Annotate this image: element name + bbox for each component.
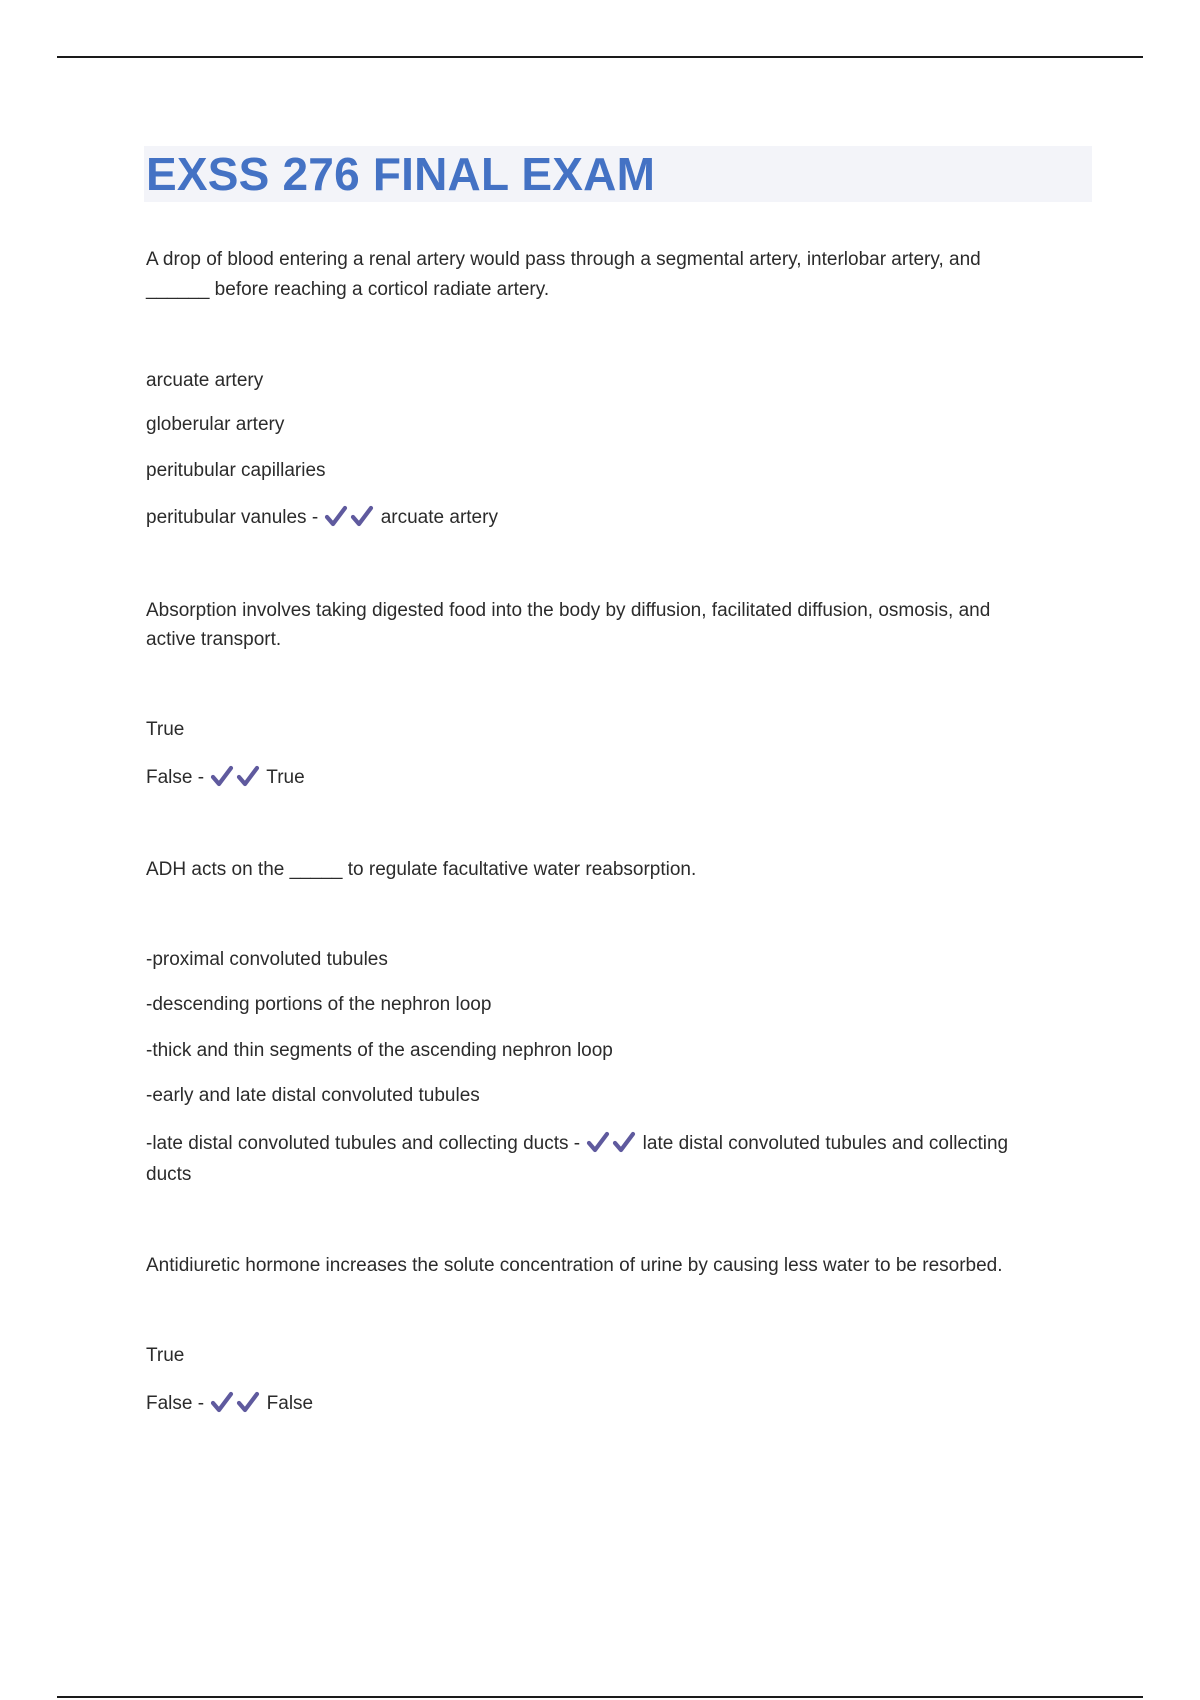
checkmark-icon (209, 1389, 235, 1415)
question-3-answer-row (146, 1129, 1008, 1159)
question-1-option-1: arcuate artery (146, 370, 264, 391)
question-2-answer: True (266, 767, 305, 788)
question-1-option-3: peritubular capillaries (146, 460, 326, 481)
checkmark-icon (209, 763, 235, 789)
question-1-prompt-line-2: ______ before reaching a corticol radiate artery. (146, 279, 550, 300)
checkmark-icon (611, 1129, 637, 1155)
question-1-answer: arcuate artery (380, 507, 498, 528)
question-2-option-2: False - (146, 767, 205, 788)
checkmark-icon (349, 503, 375, 529)
question-1-answer-row (146, 503, 498, 533)
question-3-answer-line-1: late distal convoluted tubules and collecting (642, 1133, 1009, 1154)
question-3-prompt-line-1: ADH acts on the _____ to regulate facultative water reabsorption. (146, 859, 697, 880)
question-3-option-1: -proximal convoluted tubules (146, 949, 388, 970)
question-4-answer: False (266, 1393, 314, 1414)
question-3-option-5: -late distal convoluted tubules and collecting ducts - (146, 1133, 581, 1154)
question-3-option-2: -descending portions of the nephron loop (146, 994, 492, 1015)
checkmark-icon (585, 1129, 611, 1155)
question-1-option-4: peritubular vanules - (146, 507, 319, 528)
question-4-option-2: False - (146, 1393, 205, 1414)
checkmark-icon (235, 1389, 261, 1415)
question-4-answer-row (146, 1389, 313, 1419)
question-2-prompt-line-2: active transport. (146, 629, 282, 650)
question-2-prompt-line-1: Absorption involves taking digested food into the body by diffusion, facilitated diffusion, osmosis, and (146, 600, 991, 621)
bottom-rule (57, 1696, 1143, 1698)
question-2-answer-row (146, 763, 305, 793)
checkmark-icon (235, 763, 261, 789)
question-2-option-1: True (146, 719, 185, 740)
question-3-answer-line-2: ducts (146, 1164, 192, 1185)
question-1-prompt-line-1: A drop of blood entering a renal artery would pass through a segmental artery, interlobar artery, and (146, 249, 981, 270)
question-3-option-4: -early and late distal convoluted tubules (146, 1085, 480, 1106)
question-4-prompt-line-1: Antidiuretic hormone increases the solute concentration of urine by causing less water to be resorbed. (146, 1255, 1003, 1276)
top-rule (57, 56, 1143, 58)
question-4-option-1: True (146, 1345, 185, 1366)
question-3-option-3: -thick and thin segments of the ascending nephron loop (146, 1040, 613, 1061)
page-title: EXSS 276 FINAL EXAM (146, 148, 656, 200)
checkmark-icon (323, 503, 349, 529)
question-1-option-2: globerular artery (146, 414, 285, 435)
